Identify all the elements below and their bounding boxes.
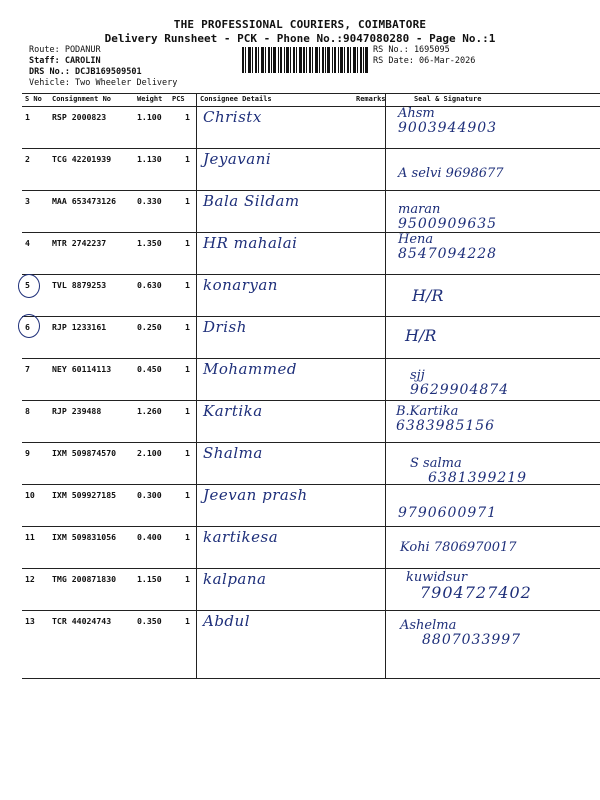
rs-date: RS Date: 06-Mar-2026 bbox=[373, 56, 476, 66]
col-weight: Weight bbox=[137, 95, 163, 103]
row-pcs: 1 bbox=[185, 616, 190, 626]
row-pcs: 1 bbox=[185, 280, 190, 290]
row-consignment: MAA 653473126 bbox=[52, 196, 117, 206]
sig-line-2: 9003944903 bbox=[398, 120, 498, 136]
sig-line-1: sjj bbox=[410, 368, 425, 383]
row-consignee: Christx bbox=[203, 108, 262, 126]
col-remarks: Remarks bbox=[356, 95, 386, 103]
row-pcs: 1 bbox=[185, 448, 190, 458]
meta-left bbox=[29, 45, 177, 89]
sig-line-2: 6383985156 bbox=[396, 418, 496, 434]
row-consignment: TMG 200871830 bbox=[52, 574, 117, 584]
row-consignee: Shalma bbox=[203, 444, 263, 462]
row-signature bbox=[398, 506, 497, 521]
row-sno: 3 bbox=[25, 196, 30, 206]
row-consignee: Jeyavani bbox=[203, 150, 272, 168]
sig-line-1: Kohi 7806970017 bbox=[400, 540, 517, 555]
table-row bbox=[0, 316, 600, 358]
row-consignment: TCG 42201939 bbox=[52, 154, 112, 164]
row-sno: 4 bbox=[25, 238, 30, 248]
row-consignment: TVL 8879253 bbox=[52, 280, 107, 290]
sig-line-1: H/R bbox=[412, 286, 444, 305]
row-sno: 9 bbox=[25, 448, 30, 458]
drs-no: DRS No.: DCJB169509501 bbox=[29, 67, 142, 77]
row-weight: 0.400 bbox=[137, 532, 162, 542]
sig-line-1: 9790600971 bbox=[398, 505, 498, 521]
row-consignee: Bala Sildam bbox=[203, 192, 300, 210]
col-consignment: Consignment No bbox=[52, 95, 112, 103]
row-pcs: 1 bbox=[185, 406, 190, 416]
row-pcs: 1 bbox=[185, 112, 190, 122]
sig-line-1: H/R bbox=[405, 326, 437, 345]
sig-line-2: 7904727402 bbox=[420, 583, 532, 602]
row-weight: 1.150 bbox=[137, 574, 162, 584]
row-signature bbox=[400, 618, 521, 648]
sig-line-2: 8807033997 bbox=[422, 632, 522, 648]
row-sno: 11 bbox=[25, 532, 35, 542]
rs-no: RS No.: 1695095 bbox=[373, 45, 450, 55]
row-consignee: Kartika bbox=[203, 402, 263, 420]
sig-line-1: Ahsm bbox=[398, 106, 435, 121]
sig-line-2: 9500909635 bbox=[398, 216, 498, 232]
company-title: THE PROFESSIONAL COURIERS, COIMBATORE bbox=[173, 18, 427, 31]
table-row bbox=[0, 274, 600, 316]
row-signature bbox=[412, 288, 443, 303]
sig-line-2: 8547094228 bbox=[398, 246, 498, 262]
row-weight: 2.100 bbox=[137, 448, 162, 458]
row-sno: 2 bbox=[25, 154, 30, 164]
table-row bbox=[0, 526, 600, 568]
sig-line-1: Ashelma bbox=[400, 618, 457, 633]
row-sno: 12 bbox=[25, 574, 35, 584]
runsheet-subtitle: Delivery Runsheet - PCK - Phone No.:9047080280 - Page No.:1 bbox=[104, 32, 496, 45]
row-weight: 0.630 bbox=[137, 280, 162, 290]
row-weight: 1.100 bbox=[137, 112, 162, 122]
row-consignment: MTR 2742237 bbox=[52, 238, 107, 248]
table-header bbox=[0, 94, 600, 106]
row-consignment: IXM 509831056 bbox=[52, 532, 117, 542]
table-row bbox=[0, 400, 600, 442]
row-consignee: Mohammed bbox=[203, 360, 297, 378]
sig-line-2: 9629904874 bbox=[410, 382, 510, 398]
row-consignee: Jeevan prash bbox=[203, 486, 308, 504]
row-consignment: RSP 2000823 bbox=[52, 112, 107, 122]
table-bottom-rule bbox=[22, 678, 600, 679]
row-consignee: kartikesa bbox=[203, 528, 279, 546]
table-row bbox=[0, 610, 600, 652]
row-sno: 7 bbox=[25, 364, 30, 374]
row-weight: 1.260 bbox=[137, 406, 162, 416]
row-sno: 13 bbox=[25, 616, 35, 626]
row-consignee: Abdul bbox=[203, 612, 250, 630]
table-row bbox=[0, 148, 600, 190]
row-signature bbox=[396, 404, 495, 434]
row-pcs: 1 bbox=[185, 322, 190, 332]
table-row bbox=[0, 190, 600, 232]
row-weight: 0.330 bbox=[137, 196, 162, 206]
row-weight: 0.250 bbox=[137, 322, 162, 332]
row-weight: 0.450 bbox=[137, 364, 162, 374]
row-consignee: konaryan bbox=[203, 276, 278, 294]
row-consignment: IXM 509927185 bbox=[52, 490, 117, 500]
row-consignment: IXM 509874570 bbox=[52, 448, 117, 458]
row-weight: 0.350 bbox=[137, 616, 162, 626]
row-pcs: 1 bbox=[185, 238, 190, 248]
table-row bbox=[0, 232, 600, 274]
col-pcs: PCS bbox=[172, 95, 185, 103]
table-row bbox=[0, 484, 600, 526]
row-consignee: kalpana bbox=[203, 570, 267, 588]
sig-line-1: S salma bbox=[410, 456, 462, 471]
table-row bbox=[0, 358, 600, 400]
col-consignee: Consignee Details bbox=[200, 95, 272, 103]
sig-line-2: 6381399219 bbox=[428, 470, 528, 486]
row-sno: 10 bbox=[25, 490, 35, 500]
row-signature bbox=[406, 570, 532, 600]
meta-right bbox=[373, 45, 475, 67]
table-row bbox=[0, 106, 600, 148]
col-seal: Seal & Signature bbox=[414, 95, 482, 103]
row-weight: 0.300 bbox=[137, 490, 162, 500]
sig-line-1: A selvi 9698677 bbox=[398, 166, 504, 181]
row-signature bbox=[410, 368, 509, 398]
row-consignee: Drish bbox=[203, 318, 247, 336]
row-pcs: 1 bbox=[185, 532, 190, 542]
row-weight: 1.130 bbox=[137, 154, 162, 164]
row-consignment: TCR 44024743 bbox=[52, 616, 112, 626]
row-pcs: 1 bbox=[185, 154, 190, 164]
row-signature bbox=[398, 106, 497, 136]
row-signature bbox=[398, 166, 504, 181]
row-consignee: HR mahalai bbox=[203, 234, 298, 252]
sig-line-1: B.Kartika bbox=[396, 404, 459, 419]
row-consignment: RJP 1233161 bbox=[52, 322, 107, 332]
sig-line-1: maran bbox=[398, 202, 441, 217]
row-sno: 1 bbox=[25, 112, 30, 122]
row-pcs: 1 bbox=[185, 364, 190, 374]
row-signature bbox=[410, 456, 527, 486]
barcode bbox=[242, 47, 368, 73]
col-sno: S No bbox=[25, 95, 42, 103]
row-signature bbox=[405, 328, 436, 343]
row-sno: 8 bbox=[25, 406, 30, 416]
row-sno: 6 bbox=[25, 322, 30, 332]
table-row bbox=[0, 442, 600, 484]
row-weight: 1.350 bbox=[137, 238, 162, 248]
row-pcs: 1 bbox=[185, 196, 190, 206]
sig-line-1: Hena bbox=[398, 232, 434, 247]
row-sno: 5 bbox=[25, 280, 30, 290]
vehicle: Vehicle: Two Wheeler Delivery bbox=[29, 78, 178, 88]
route: Route: PODANUR bbox=[29, 45, 101, 55]
row-pcs: 1 bbox=[185, 490, 190, 500]
row-pcs: 1 bbox=[185, 574, 190, 584]
row-consignment: NEY 60114113 bbox=[52, 364, 112, 374]
staff: Staff: CAROLIN bbox=[29, 56, 101, 66]
row-signature bbox=[398, 232, 497, 262]
row-signature bbox=[398, 202, 497, 232]
row-signature bbox=[400, 540, 517, 555]
row-consignment: RJP 239488 bbox=[52, 406, 102, 416]
table-row bbox=[0, 568, 600, 610]
sig-line-1: kuwidsur bbox=[406, 570, 468, 585]
